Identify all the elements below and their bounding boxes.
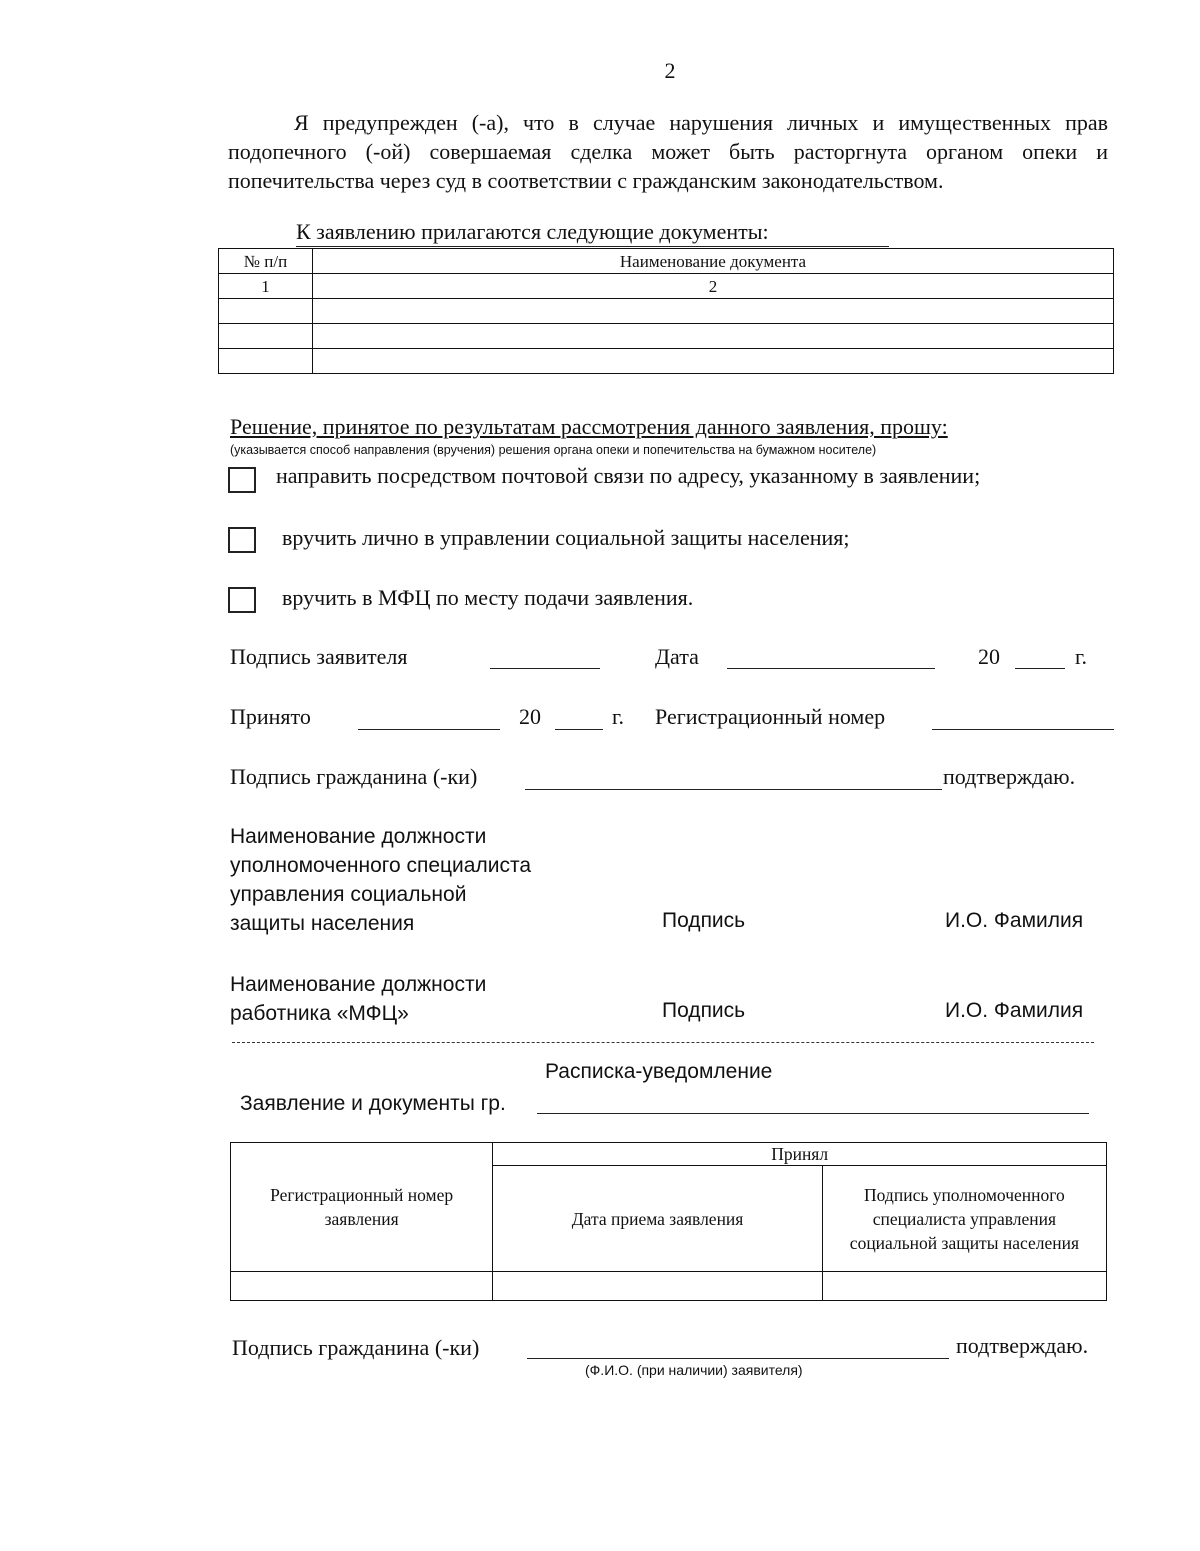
decision-title: Решение, принятое по результатам рассмотрения данного заявления, прошу: bbox=[230, 414, 948, 439]
applicant-signature-field[interactable] bbox=[490, 668, 600, 669]
table-cell[interactable] bbox=[313, 324, 1114, 349]
accepted-year-suffix: г. bbox=[612, 704, 625, 729]
table-cell[interactable] bbox=[313, 349, 1114, 374]
table-row[interactable] bbox=[219, 349, 1114, 374]
table-cell[interactable] bbox=[219, 299, 313, 324]
receipt-reg-number-cell[interactable] bbox=[231, 1272, 493, 1301]
index-cell: 2 bbox=[313, 274, 1114, 299]
fio-note: (Ф.И.О. (при наличии) заявителя) bbox=[585, 1362, 803, 1378]
receipt-signature-cell[interactable] bbox=[822, 1272, 1106, 1301]
receipt-reg-number-header: Регистрационный номер заявления bbox=[231, 1143, 493, 1272]
option-in-person-label: вручить лично в управлении социальной защиты населения; bbox=[282, 525, 850, 550]
citizen-signature-field-2[interactable] bbox=[527, 1358, 949, 1359]
official-position-block bbox=[230, 822, 531, 938]
date-label: Дата bbox=[655, 644, 699, 669]
year-suffix: г. bbox=[1075, 644, 1088, 669]
receipt-table bbox=[230, 1142, 1107, 1301]
official-signature-label: Подпись bbox=[662, 909, 746, 932]
table-cell[interactable] bbox=[313, 299, 1114, 324]
official-position-line: Наименование должности bbox=[230, 825, 487, 848]
table-cell[interactable] bbox=[219, 324, 313, 349]
official-name-label: И.О. Фамилия bbox=[945, 909, 1084, 932]
official-position-line: защиты населения bbox=[230, 912, 415, 935]
receipt-date-header: Дата приема заявления bbox=[493, 1166, 823, 1272]
option-mfc-checkbox[interactable] bbox=[228, 587, 256, 613]
date-field[interactable] bbox=[727, 668, 935, 669]
decision-note: (указывается способ направления (вручения) решения органа опеки и попечительства на бумажном носителе) bbox=[230, 443, 877, 457]
mfc-position-line: Наименование должности bbox=[230, 973, 487, 996]
receipt-date-cell[interactable] bbox=[493, 1272, 823, 1301]
table-index-row bbox=[219, 274, 1114, 299]
accepted-year-field[interactable] bbox=[555, 729, 603, 730]
page-number: 2 bbox=[664, 58, 676, 83]
registration-number-label: Регистрационный номер bbox=[655, 704, 886, 729]
registration-number-field[interactable] bbox=[932, 729, 1114, 730]
accepted-year-prefix: 20 bbox=[519, 704, 541, 729]
receipt-accepted-header: Принял bbox=[493, 1143, 1107, 1166]
applicant-signature-label: Подпись заявителя bbox=[230, 644, 408, 669]
citizen-confirm-text-2: подтверждаю. bbox=[956, 1333, 1089, 1358]
attachments-table bbox=[218, 248, 1114, 374]
tear-off-divider bbox=[232, 1042, 1094, 1043]
table-row[interactable] bbox=[219, 299, 1114, 324]
mfc-signature-label: Подпись bbox=[662, 999, 746, 1022]
col-number-header: № п/п bbox=[219, 249, 313, 274]
mfc-position-line: работника «МФЦ» bbox=[230, 1002, 409, 1025]
table-row[interactable] bbox=[231, 1272, 1107, 1301]
year-field[interactable] bbox=[1015, 668, 1065, 669]
table-row[interactable] bbox=[219, 324, 1114, 349]
col-name-header: Наименование документа bbox=[313, 249, 1114, 274]
receipt-title: Расписка-уведомление bbox=[545, 1060, 773, 1083]
mfc-position-block bbox=[230, 970, 486, 1028]
accepted-label: Принято bbox=[230, 704, 311, 729]
mfc-name-label: И.О. Фамилия bbox=[945, 999, 1084, 1022]
option-mail-label: направить посредством почтовой связи по адресу, указанному в заявлении; bbox=[276, 463, 981, 488]
citizen-signature-field[interactable] bbox=[525, 789, 942, 790]
index-cell: 1 bbox=[219, 274, 313, 299]
official-position-line: управления социальной bbox=[230, 883, 467, 906]
receipt-citizen-field[interactable] bbox=[537, 1113, 1089, 1114]
attachments-title: К заявлению прилагаются следующие документы: bbox=[296, 218, 889, 247]
official-position-line: уполномоченного специалиста bbox=[230, 854, 532, 877]
table-cell[interactable] bbox=[219, 349, 313, 374]
option-mail-checkbox[interactable] bbox=[228, 467, 256, 493]
accepted-date-field[interactable] bbox=[358, 729, 500, 730]
receipt-docs-label: Заявление и документы гр. bbox=[240, 1092, 506, 1115]
option-in-person-checkbox[interactable] bbox=[228, 527, 256, 553]
table-header-row bbox=[219, 249, 1114, 274]
citizen-signature-label: Подпись гражданина (-ки) bbox=[230, 764, 478, 789]
receipt-signature-header: Подпись уполномоченного специалиста управления социальной защиты населения bbox=[822, 1166, 1106, 1272]
citizen-signature-label-2: Подпись гражданина (-ки) bbox=[232, 1335, 480, 1360]
citizen-confirm-text: подтверждаю. bbox=[943, 764, 1076, 789]
year-prefix: 20 bbox=[978, 644, 1000, 669]
option-mfc-label: вручить в МФЦ по месту подачи заявления. bbox=[282, 585, 694, 610]
warning-paragraph: Я предупрежден (-а), что в случае нарушения личных и имущественных прав подопечного (-ой) совершаемая сделка может быть расторгнута органом опеки и попечительства через суд в соответствии с гражданским законодательством. bbox=[228, 110, 1108, 193]
